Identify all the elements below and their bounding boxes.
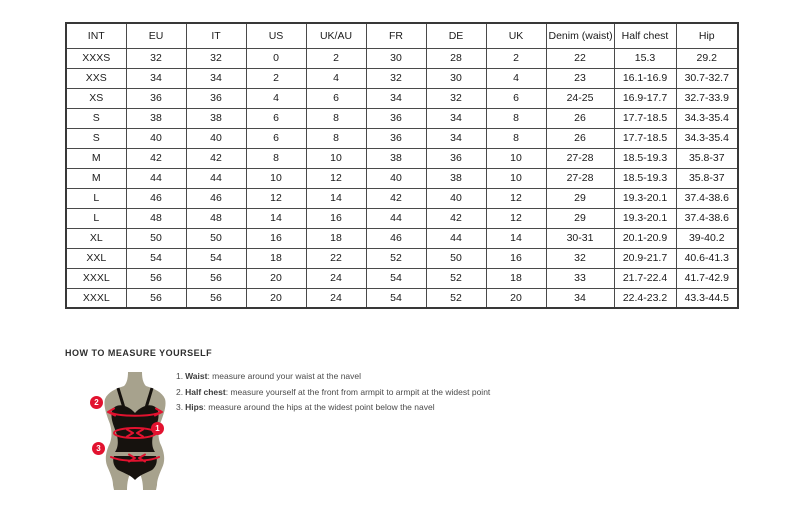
measure-step (176, 372, 490, 381)
size-label-cell: L (66, 208, 126, 228)
size-row (66, 148, 738, 168)
size-value-cell: 30 (426, 68, 486, 88)
size-value-cell: 54 (366, 288, 426, 308)
size-value-cell: 54 (366, 268, 426, 288)
size-value-cell: 26 (546, 128, 614, 148)
size-value-cell: 56 (186, 268, 246, 288)
column-header: EU (126, 23, 186, 48)
size-value-cell: 40 (186, 128, 246, 148)
size-value-cell: 32 (546, 248, 614, 268)
size-value-cell: 29 (546, 188, 614, 208)
size-value-cell: 39-40.2 (676, 228, 738, 248)
size-value-cell: 28 (426, 48, 486, 68)
size-value-cell: 46 (126, 188, 186, 208)
column-header: Denim (waist) (546, 23, 614, 48)
size-value-cell: 36 (426, 148, 486, 168)
size-value-cell: 32 (366, 68, 426, 88)
step-text: : measure around your waist at the navel (207, 371, 362, 381)
column-header: Hip (676, 23, 738, 48)
size-value-cell: 12 (246, 188, 306, 208)
size-value-cell: 4 (486, 68, 546, 88)
size-value-cell: 17.7-18.5 (614, 128, 676, 148)
size-value-cell: 46 (366, 228, 426, 248)
size-value-cell: 34.3-35.4 (676, 108, 738, 128)
size-value-cell: 56 (126, 288, 186, 308)
size-row (66, 68, 738, 88)
size-value-cell: 36 (366, 128, 426, 148)
size-value-cell: 16 (486, 248, 546, 268)
size-value-cell: 32 (426, 88, 486, 108)
size-chart-header-row (66, 23, 738, 48)
size-value-cell: 30 (366, 48, 426, 68)
step-number: 3. (176, 402, 184, 412)
size-label-cell: L (66, 188, 126, 208)
column-header: UK (486, 23, 546, 48)
size-value-cell: 20 (246, 268, 306, 288)
size-value-cell: 20 (486, 288, 546, 308)
size-value-cell: 41.7-42.9 (676, 268, 738, 288)
column-header: US (246, 23, 306, 48)
size-value-cell: 34.3-35.4 (676, 128, 738, 148)
size-value-cell: 18 (246, 248, 306, 268)
size-value-cell: 32 (126, 48, 186, 68)
size-value-cell: 14 (246, 208, 306, 228)
size-value-cell: 18.5-19.3 (614, 168, 676, 188)
size-value-cell: 44 (186, 168, 246, 188)
size-value-cell: 40.6-41.3 (676, 248, 738, 268)
size-value-cell: 20.9-21.7 (614, 248, 676, 268)
size-value-cell: 50 (186, 228, 246, 248)
size-value-cell: 18 (486, 268, 546, 288)
measure-step (176, 388, 490, 397)
size-value-cell: 18.5-19.3 (614, 148, 676, 168)
size-value-cell: 22 (546, 48, 614, 68)
size-label-cell: XS (66, 88, 126, 108)
size-value-cell: 33 (546, 268, 614, 288)
size-value-cell: 23 (546, 68, 614, 88)
size-value-cell: 35.8-37 (676, 148, 738, 168)
size-label-cell: M (66, 148, 126, 168)
size-row (66, 88, 738, 108)
size-value-cell: 10 (486, 148, 546, 168)
size-value-cell: 20 (246, 288, 306, 308)
size-value-cell: 52 (426, 268, 486, 288)
size-value-cell: 15.3 (614, 48, 676, 68)
size-value-cell: 19.3-20.1 (614, 208, 676, 228)
size-label-cell: XXXL (66, 288, 126, 308)
size-value-cell: 20.1-20.9 (614, 228, 676, 248)
size-value-cell: 35.8-37 (676, 168, 738, 188)
step-text: : measure yourself at the front from armpit to armpit at the widest point (225, 386, 491, 397)
column-header: UK/AU (306, 23, 366, 48)
size-value-cell: 16 (246, 228, 306, 248)
size-value-cell: 16.1-16.9 (614, 68, 676, 88)
size-value-cell: 40 (126, 128, 186, 148)
size-value-cell: 54 (186, 248, 246, 268)
size-value-cell: 34 (186, 68, 246, 88)
size-value-cell: 8 (246, 148, 306, 168)
size-value-cell: 6 (246, 128, 306, 148)
column-header: IT (186, 23, 246, 48)
size-value-cell: 52 (366, 248, 426, 268)
size-value-cell: 29 (546, 208, 614, 228)
size-value-cell: 24 (306, 288, 366, 308)
size-row (66, 248, 738, 268)
size-row (66, 208, 738, 228)
size-value-cell: 6 (486, 88, 546, 108)
size-value-cell: 36 (186, 88, 246, 108)
size-value-cell: 6 (306, 88, 366, 108)
size-row (66, 48, 738, 68)
size-value-cell: 40 (366, 168, 426, 188)
size-value-cell: 8 (306, 108, 366, 128)
size-value-cell: 48 (186, 208, 246, 228)
size-value-cell: 4 (246, 88, 306, 108)
size-value-cell: 6 (246, 108, 306, 128)
size-label-cell: XL (66, 228, 126, 248)
size-value-cell: 8 (486, 108, 546, 128)
size-value-cell: 22 (306, 248, 366, 268)
size-value-cell: 42 (186, 148, 246, 168)
step-label: Hips (185, 402, 204, 412)
size-value-cell: 19.3-20.1 (614, 188, 676, 208)
size-value-cell: 36 (126, 88, 186, 108)
size-label-cell: XXS (66, 68, 126, 88)
size-value-cell: 12 (486, 188, 546, 208)
column-header: INT (66, 23, 126, 48)
mannequin-svg (84, 371, 184, 491)
size-value-cell: 8 (306, 128, 366, 148)
size-value-cell: 27-28 (546, 148, 614, 168)
size-value-cell: 50 (426, 248, 486, 268)
size-value-cell: 2 (306, 48, 366, 68)
size-value-cell: 37.4-38.6 (676, 188, 738, 208)
step-number: 1. (176, 371, 184, 381)
size-value-cell: 42 (126, 148, 186, 168)
step-number: 2. (176, 386, 184, 397)
size-row (66, 188, 738, 208)
size-label-cell: S (66, 108, 126, 128)
size-value-cell: 34 (426, 108, 486, 128)
hips-measure-badge: 3 (92, 442, 105, 455)
size-value-cell: 34 (366, 88, 426, 108)
size-row (66, 228, 738, 248)
chest-measure-badge: 2 (90, 396, 103, 409)
size-value-cell: 38 (186, 108, 246, 128)
size-value-cell: 32.7-33.9 (676, 88, 738, 108)
size-value-cell: 54 (126, 248, 186, 268)
step-text: : measure around the hips at the widest point below the navel (203, 402, 435, 412)
size-value-cell: 42 (366, 188, 426, 208)
size-value-cell: 0 (246, 48, 306, 68)
size-value-cell: 37.4-38.6 (676, 208, 738, 228)
size-value-cell: 22.4-23.2 (614, 288, 676, 308)
size-label-cell: M (66, 168, 126, 188)
size-value-cell: 34 (126, 68, 186, 88)
size-value-cell: 2 (246, 68, 306, 88)
size-value-cell: 10 (486, 168, 546, 188)
size-value-cell: 42 (426, 208, 486, 228)
size-label-cell: XXL (66, 248, 126, 268)
column-header: DE (426, 23, 486, 48)
size-value-cell: 34 (426, 128, 486, 148)
size-value-cell: 21.7-22.4 (614, 268, 676, 288)
size-value-cell: 44 (366, 208, 426, 228)
size-value-cell: 10 (246, 168, 306, 188)
size-value-cell: 24-25 (546, 88, 614, 108)
size-value-cell: 14 (486, 228, 546, 248)
size-value-cell: 34 (546, 288, 614, 308)
size-value-cell: 26 (546, 108, 614, 128)
size-row (66, 288, 738, 308)
size-label-cell: XXXS (66, 48, 126, 68)
size-value-cell: 43.3-44.5 (676, 288, 738, 308)
size-chart-body (66, 48, 738, 308)
size-value-cell: 27-28 (546, 168, 614, 188)
size-chart-table (65, 22, 739, 309)
size-value-cell: 30.7-32.7 (676, 68, 738, 88)
step-label: Waist (185, 371, 208, 381)
size-value-cell: 48 (126, 208, 186, 228)
measure-section-heading: HOW TO MEASURE YOURSELF (65, 348, 213, 358)
step-label: Half chest (185, 386, 226, 397)
size-value-cell: 44 (426, 228, 486, 248)
column-header: FR (366, 23, 426, 48)
size-value-cell: 16 (306, 208, 366, 228)
size-value-cell: 10 (306, 148, 366, 168)
size-label-cell: S (66, 128, 126, 148)
waist-measure-badge: 1 (151, 422, 164, 435)
size-value-cell: 14 (306, 188, 366, 208)
mannequin-illustration (84, 371, 184, 491)
size-value-cell: 12 (306, 168, 366, 188)
size-value-cell: 24 (306, 268, 366, 288)
size-value-cell: 16.9-17.7 (614, 88, 676, 108)
size-value-cell: 12 (486, 208, 546, 228)
measure-step (176, 403, 490, 412)
size-value-cell: 17.7-18.5 (614, 108, 676, 128)
size-value-cell: 36 (366, 108, 426, 128)
size-value-cell: 4 (306, 68, 366, 88)
size-row (66, 268, 738, 288)
column-header: Half chest (614, 23, 676, 48)
size-row (66, 108, 738, 128)
size-value-cell: 50 (126, 228, 186, 248)
size-value-cell: 38 (426, 168, 486, 188)
size-value-cell: 56 (186, 288, 246, 308)
size-value-cell: 29.2 (676, 48, 738, 68)
size-value-cell: 40 (426, 188, 486, 208)
size-value-cell: 32 (186, 48, 246, 68)
size-value-cell: 44 (126, 168, 186, 188)
size-value-cell: 38 (126, 108, 186, 128)
size-value-cell: 30-31 (546, 228, 614, 248)
size-row (66, 168, 738, 188)
size-row (66, 128, 738, 148)
size-label-cell: XXXL (66, 268, 126, 288)
measure-steps-list (176, 372, 490, 419)
size-value-cell: 8 (486, 128, 546, 148)
size-value-cell: 18 (306, 228, 366, 248)
size-value-cell: 46 (186, 188, 246, 208)
size-value-cell: 56 (126, 268, 186, 288)
size-value-cell: 38 (366, 148, 426, 168)
size-value-cell: 2 (486, 48, 546, 68)
size-value-cell: 52 (426, 288, 486, 308)
